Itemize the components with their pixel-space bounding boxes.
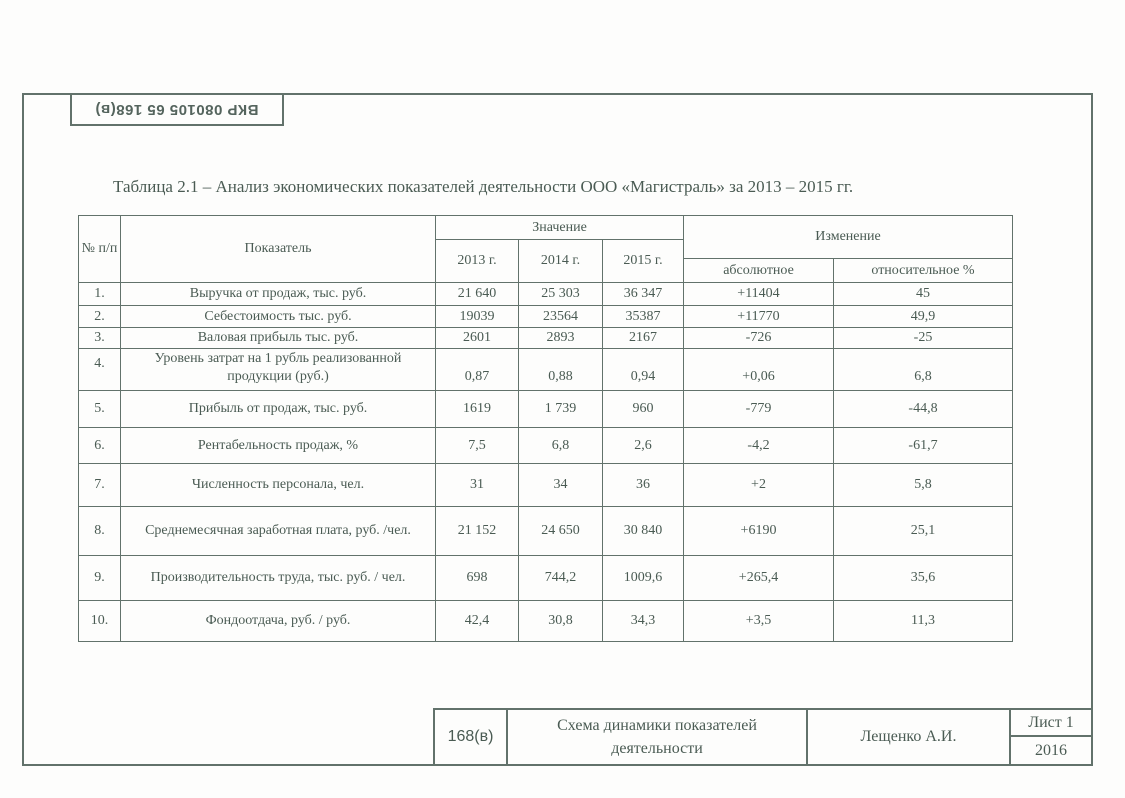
cell-y2015: 36 347 [603, 283, 684, 306]
cell-y2015: 0,94 [603, 349, 684, 391]
cell-y2014: 744,2 [519, 556, 603, 601]
table-row [79, 391, 1013, 428]
cell-num: 10. [79, 601, 121, 642]
cell-rel: -44,8 [834, 391, 1013, 428]
title-block-sheet-number: Лист 1 [1011, 710, 1091, 737]
cell-y2013: 0,87 [436, 349, 519, 391]
header-change-relative: относительное % [834, 259, 1013, 283]
cell-num: 1. [79, 283, 121, 306]
cell-y2013: 7,5 [436, 428, 519, 464]
header-year-2013: 2013 г. [436, 240, 519, 283]
cell-y2014: 2893 [519, 328, 603, 349]
economic-indicators-table [78, 215, 1013, 642]
cell-indicator: Валовая прибыль тыс. руб. [121, 328, 436, 349]
header-year-2014: 2014 г. [519, 240, 603, 283]
cell-indicator: Рентабельность продаж, % [121, 428, 436, 464]
cell-num: 6. [79, 428, 121, 464]
cell-y2014: 23564 [519, 306, 603, 328]
cell-y2013: 21 640 [436, 283, 519, 306]
title-block-code: 168(в) [435, 710, 508, 764]
cell-rel: 49,9 [834, 306, 1013, 328]
cell-abs: +3,5 [684, 601, 834, 642]
title-block-year: 2016 [1035, 741, 1067, 759]
header-num: № п/п [79, 216, 121, 283]
cell-abs: +2 [684, 464, 834, 507]
cell-indicator: Производительность труда, тыс. руб. / чел. [121, 556, 436, 601]
cell-y2013: 19039 [436, 306, 519, 328]
cell-y2015: 2,6 [603, 428, 684, 464]
cell-y2013: 31 [436, 464, 519, 507]
cell-abs: -779 [684, 391, 834, 428]
cell-y2015: 2167 [603, 328, 684, 349]
cell-rel: 25,1 [834, 507, 1013, 556]
cell-num: 7. [79, 464, 121, 507]
cell-num: 5. [79, 391, 121, 428]
cell-y2013: 21 152 [436, 507, 519, 556]
stamp-text: ВКР 080105 65 168(в) [95, 101, 259, 118]
cell-indicator: Выручка от продаж, тыс. руб. [121, 283, 436, 306]
cell-y2015: 36 [603, 464, 684, 507]
document-code-stamp [70, 93, 284, 126]
cell-y2014: 25 303 [519, 283, 603, 306]
cell-y2013: 1619 [436, 391, 519, 428]
cell-y2015: 30 840 [603, 507, 684, 556]
cell-y2014: 0,88 [519, 349, 603, 391]
cell-indicator: Прибыль от продаж, тыс. руб. [121, 391, 436, 428]
table-row [79, 428, 1013, 464]
table-row [79, 507, 1013, 556]
header-indicator: Показатель [121, 216, 436, 283]
cell-rel: -25 [834, 328, 1013, 349]
cell-indicator: Себестоимость тыс. руб. [121, 306, 436, 328]
cell-rel: 5,8 [834, 464, 1013, 507]
table-row [79, 328, 1013, 349]
cell-y2013: 2601 [436, 328, 519, 349]
cell-rel: 6,8 [834, 349, 1013, 391]
cell-rel: 45 [834, 283, 1013, 306]
cell-abs: +6190 [684, 507, 834, 556]
cell-y2015: 960 [603, 391, 684, 428]
cell-num: 9. [79, 556, 121, 601]
table-row [79, 601, 1013, 642]
cell-y2014: 6,8 [519, 428, 603, 464]
title-block-author: Лещенко А.И. [808, 710, 1011, 764]
table-row [79, 283, 1013, 306]
header-change-absolute: абсолютное [684, 259, 834, 283]
cell-y2015: 34,3 [603, 601, 684, 642]
cell-y2015: 1009,6 [603, 556, 684, 601]
table-row [79, 556, 1013, 601]
cell-y2014: 24 650 [519, 507, 603, 556]
header-value-group: Значение [436, 216, 684, 240]
table-row [79, 349, 1013, 391]
cell-y2015: 35387 [603, 306, 684, 328]
header-change-group: Изменение [684, 216, 1013, 259]
table-caption: Таблица 2.1 – Анализ экономических показателей деятельности ООО «Магистраль» за 2013 – 2015 гг. [113, 177, 854, 196]
header-year-2015: 2015 г. [603, 240, 684, 283]
cell-abs: +0,06 [684, 349, 834, 391]
title-block [433, 708, 1093, 766]
cell-rel: 35,6 [834, 556, 1013, 601]
cell-num: 2. [79, 306, 121, 328]
table-row [79, 464, 1013, 507]
title-block-doc-title: Схема динамики показателей деятельности [508, 710, 808, 764]
cell-indicator: Численность персонала, чел. [121, 464, 436, 507]
cell-y2014: 34 [519, 464, 603, 507]
cell-num: 3. [79, 328, 121, 349]
cell-abs: -4,2 [684, 428, 834, 464]
table-row [79, 306, 1013, 328]
cell-abs: +11770 [684, 306, 834, 328]
cell-indicator: Уровень затрат на 1 рубль реализованной продукции (руб.) [121, 349, 436, 391]
cell-indicator: Среднемесячная заработная плата, руб. /чел. [121, 507, 436, 556]
cell-rel: 11,3 [834, 601, 1013, 642]
cell-rel: -61,7 [834, 428, 1013, 464]
cell-indicator: Фондоотдача, руб. / руб. [121, 601, 436, 642]
cell-abs: +265,4 [684, 556, 834, 601]
cell-abs: -726 [684, 328, 834, 349]
cell-num: 4. [79, 349, 121, 391]
cell-y2014: 30,8 [519, 601, 603, 642]
cell-y2013: 42,4 [436, 601, 519, 642]
cell-abs: +11404 [684, 283, 834, 306]
table-header [79, 216, 1013, 283]
cell-y2013: 698 [436, 556, 519, 601]
cell-num: 8. [79, 507, 121, 556]
cell-y2014: 1 739 [519, 391, 603, 428]
table-body [79, 283, 1013, 642]
